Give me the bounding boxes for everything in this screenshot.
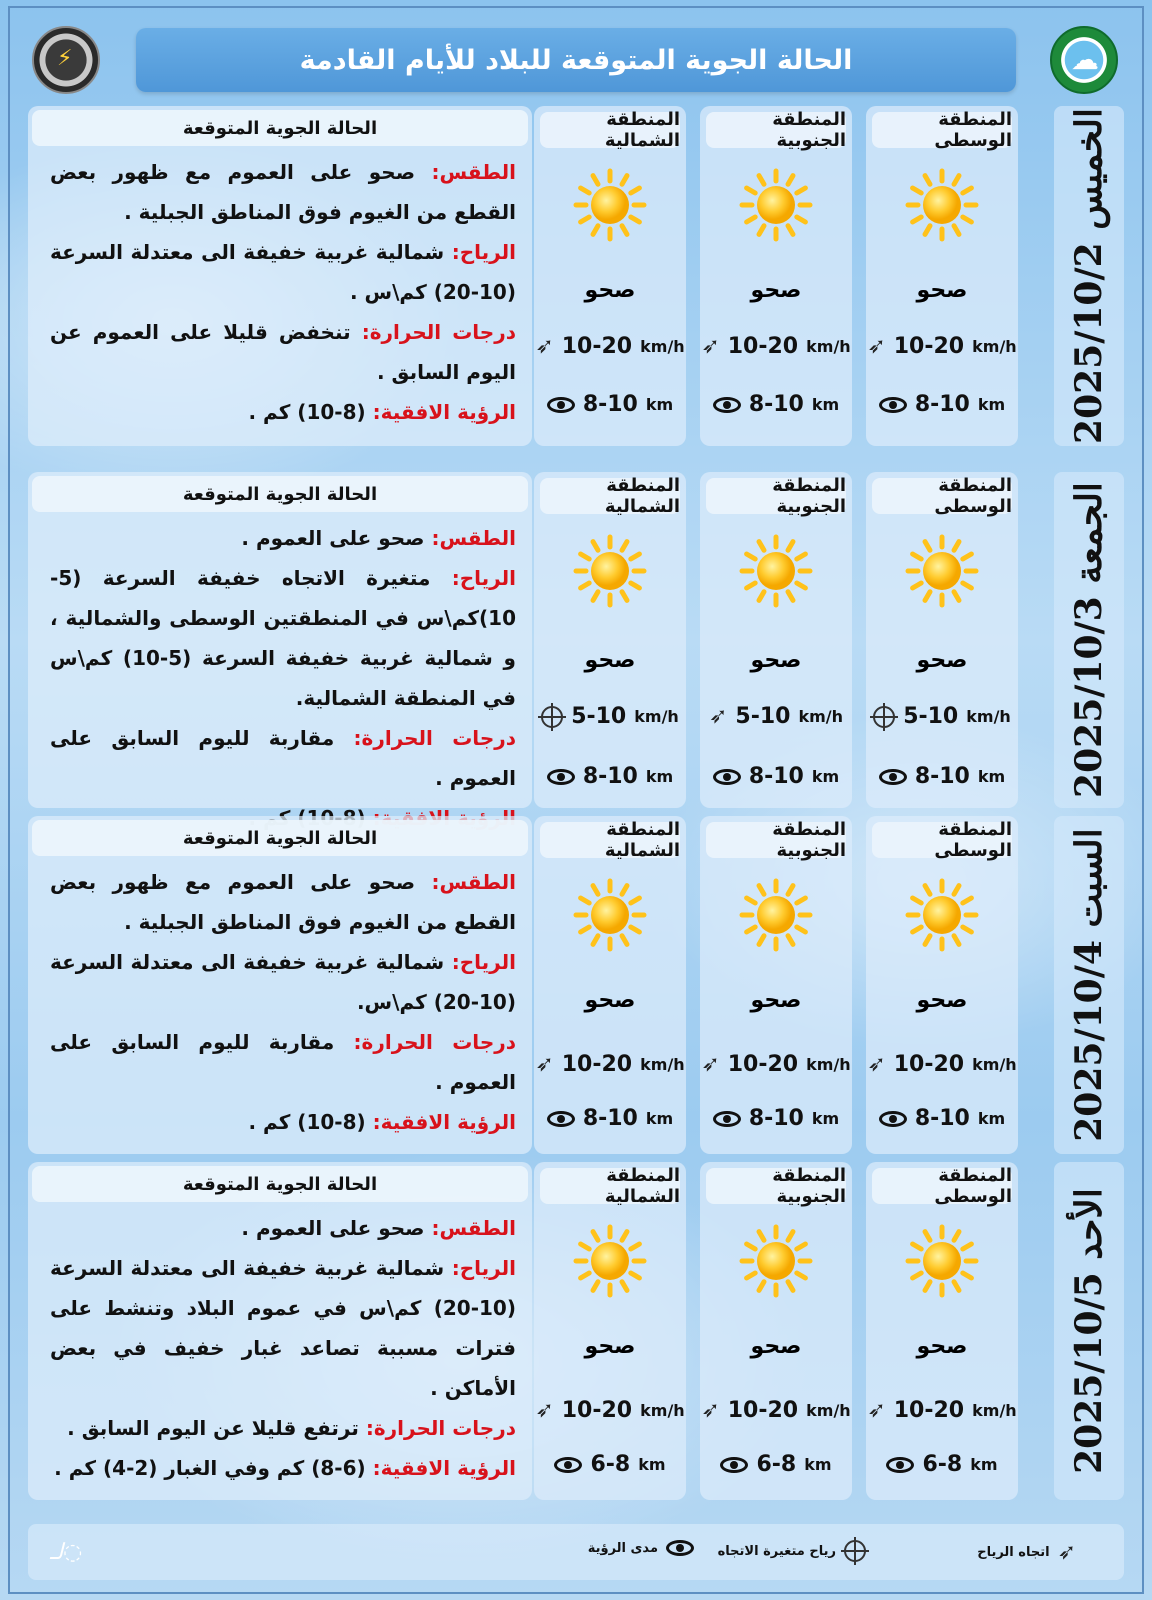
eye-icon <box>879 1111 907 1127</box>
visibility-range <box>700 392 852 417</box>
region-name: المنطقة الوسطى <box>872 478 1012 514</box>
wind-unit: km/h <box>972 337 1017 356</box>
wind-arrow-icon: ➶ <box>701 1052 720 1077</box>
legend-visibility <box>588 1540 694 1556</box>
visibility-value: 8-10 <box>582 764 638 789</box>
legend-wind-direction-label: اتجاه الرياح <box>977 1545 1050 1560</box>
wind-unit: km/h <box>634 707 679 726</box>
eye-icon <box>554 1457 582 1473</box>
sunny-icon <box>573 1224 647 1298</box>
visibility-text: (6-8) كم وفي الغبار (2-4) كم . <box>54 1456 366 1480</box>
visibility-line <box>50 1102 516 1142</box>
wind-line <box>50 232 516 312</box>
condition-text: صحو <box>916 648 968 673</box>
condition-text: صحو <box>584 988 636 1013</box>
condition-text: صحو <box>584 648 636 673</box>
visibility-unit: km <box>804 1455 832 1474</box>
visibility-unit: km <box>977 395 1006 414</box>
weather-label: الطقس: <box>431 526 516 550</box>
visibility-range <box>534 1452 686 1477</box>
legend-variable-wind <box>718 1540 866 1562</box>
date-label: السبت 2025/10/4 <box>1068 828 1110 1142</box>
visibility-value: 8-10 <box>914 392 970 417</box>
visibility-unit: km <box>811 395 840 414</box>
wind-text: شمالية غربية خفيفة الى معتدلة السرعة (10-20) كم\س في عموم البلاد وتنشط على فترات مسببة تصاعد غبار خفيف في بعض الأماكن . <box>50 1256 516 1400</box>
region-name: المنطقة الجنوبية <box>706 112 846 148</box>
weather-line <box>50 862 516 942</box>
temperature-line <box>50 312 516 392</box>
eye-icon <box>666 1540 694 1556</box>
variable-wind-icon <box>844 1540 866 1562</box>
wind-line <box>50 1248 516 1408</box>
visibility-unit: km <box>645 395 674 414</box>
legend-wind-direction <box>977 1540 1076 1565</box>
wind-text: شمالية غربية خفيفة الى معتدلة السرعة (10-20) كم\س. <box>50 950 516 1014</box>
description-body <box>28 856 532 1142</box>
visibility-unit: km <box>970 1455 998 1474</box>
visibility-range <box>534 392 686 417</box>
forecast-day <box>28 472 1124 808</box>
forecast-description-panel <box>28 472 532 808</box>
wind-line <box>50 558 516 718</box>
region-name: المنطقة الشمالية <box>540 112 680 148</box>
visibility-value: 6-8 <box>590 1452 631 1477</box>
visibility-range <box>700 1106 852 1131</box>
wind-label: الرياح: <box>451 1256 516 1280</box>
visibility-value: 8-10 <box>914 1106 970 1131</box>
temperature-label: درجات الحرارة: <box>353 726 517 750</box>
legend-visibility-label: مدى الرؤية <box>587 1540 658 1556</box>
temperature-line <box>50 718 516 798</box>
visibility-range <box>866 1106 1018 1131</box>
wind-unit: km/h <box>640 1401 685 1420</box>
page-title: الحالة الجوية المتوقعة للبلاد للأيام القادمة <box>299 44 853 76</box>
date-label: الجمعة 2025/10/3 <box>1068 482 1110 798</box>
visibility-value: 6-8 <box>922 1452 963 1477</box>
visibility-range <box>866 392 1018 417</box>
wind-speed <box>700 334 852 359</box>
condition-text: صحو <box>916 1334 968 1359</box>
wind-unit: km/h <box>966 707 1011 726</box>
region-name: المنطقة الشمالية <box>540 822 680 858</box>
wind-label: الرياح: <box>451 566 516 590</box>
wind-speed-value: 10-20 <box>893 1398 965 1423</box>
wind-speed-value: 10-20 <box>561 1052 633 1077</box>
ministry-logo <box>1050 26 1118 94</box>
legend-variable-wind-label: رياح متغيرة الاتجاه <box>717 1543 836 1559</box>
wind-speed <box>700 1052 852 1077</box>
temperature-text: ترتفع قليلا عن اليوم السابق . <box>67 1416 359 1440</box>
eye-icon <box>879 769 907 785</box>
visibility-line <box>50 392 516 432</box>
wind-speed-value: 10-20 <box>727 1398 799 1423</box>
visibility-label: الرؤية الافقية: <box>372 400 516 424</box>
region-card-north <box>534 106 686 446</box>
sunny-icon <box>739 878 813 952</box>
visibility-unit: km <box>977 1109 1006 1128</box>
condition-text: صحو <box>750 648 802 673</box>
eye-icon <box>713 1111 741 1127</box>
region-name: المنطقة الشمالية <box>540 1168 680 1204</box>
date-label-box <box>1054 816 1124 1154</box>
weather-text: صحو على العموم . <box>241 1216 425 1240</box>
region-card-central <box>866 106 1018 446</box>
description-body <box>28 512 532 838</box>
visibility-value: 6-8 <box>756 1452 797 1477</box>
visibility-value: 8-10 <box>748 764 804 789</box>
region-card-south <box>700 106 852 446</box>
eye-icon <box>713 769 741 785</box>
forecast-day <box>28 1162 1124 1500</box>
condition-text: صحو <box>750 988 802 1013</box>
wind-unit: km/h <box>806 1055 851 1074</box>
wind-speed-value: 10-20 <box>727 334 799 359</box>
eye-icon <box>720 1457 748 1473</box>
wind-label: الرياح: <box>451 950 516 974</box>
wind-text: شمالية غربية خفيفة الى معتدلة السرعة (10-20) كم\س . <box>50 240 516 304</box>
sunny-icon <box>573 878 647 952</box>
wind-arrow-icon: ➶ <box>1057 1540 1076 1565</box>
wind-line <box>50 942 516 1022</box>
sunny-icon <box>573 168 647 242</box>
wind-speed <box>866 1052 1018 1077</box>
visibility-label: الرؤية الافقية: <box>372 1110 516 1134</box>
forecast-description-panel <box>28 816 532 1154</box>
wind-arrow-icon: ➶ <box>535 1398 554 1423</box>
visibility-range <box>866 1452 1018 1477</box>
wind-speed <box>534 1052 686 1077</box>
weather-line <box>50 1208 516 1248</box>
region-card-central <box>866 816 1018 1154</box>
date-label: الأحد 2025/10/5 <box>1068 1188 1110 1474</box>
sunny-icon <box>739 168 813 242</box>
sunny-icon <box>905 1224 979 1298</box>
description-title: الحالة الجوية المتوقعة <box>32 1166 528 1202</box>
visibility-range <box>534 1106 686 1131</box>
wind-speed <box>700 704 852 729</box>
wind-arrow-icon: ➶ <box>708 704 728 729</box>
wind-arrow-icon: ➶ <box>535 334 554 359</box>
condition-text: صحو <box>584 278 636 303</box>
variable-wind-icon <box>873 706 895 728</box>
visibility-unit: km <box>638 1455 666 1474</box>
weather-label: الطقس: <box>431 1216 516 1240</box>
region-name: المنطقة الوسطى <box>872 1168 1012 1204</box>
wind-speed <box>866 334 1018 359</box>
temperature-text: مقاربة لليوم السابق على العموم . <box>50 726 516 790</box>
wind-unit: km/h <box>972 1055 1017 1074</box>
channel-watermark-logo: ﻟـ◌ <box>50 1540 83 1565</box>
eye-icon <box>547 769 575 785</box>
wind-arrow-icon: ➶ <box>867 1398 886 1423</box>
sunny-icon <box>739 534 813 608</box>
eye-icon <box>713 397 741 413</box>
temperature-line <box>50 1408 516 1448</box>
temperature-line <box>50 1022 516 1102</box>
eye-icon <box>879 397 907 413</box>
wind-unit: km/h <box>798 707 844 726</box>
weather-label: الطقس: <box>431 870 517 894</box>
wind-speed-value: 5-10 <box>903 704 959 729</box>
wind-arrow-icon: ➶ <box>701 1398 720 1423</box>
visibility-text: (8-10) كم . <box>248 400 366 424</box>
description-title: الحالة الجوية المتوقعة <box>32 476 528 512</box>
eye-icon <box>547 1111 575 1127</box>
wind-unit: km/h <box>640 1055 685 1074</box>
visibility-unit: km <box>977 767 1006 786</box>
wind-speed <box>534 334 686 359</box>
eye-icon <box>547 397 575 413</box>
temperature-text: مقاربة لليوم السابق على العموم . <box>50 1030 516 1094</box>
weather-line <box>50 518 516 558</box>
visibility-value: 8-10 <box>582 1106 638 1131</box>
visibility-unit: km <box>645 1109 674 1128</box>
wind-unit: km/h <box>972 1401 1017 1420</box>
wind-arrow-icon: ➶ <box>701 334 720 359</box>
date-label-box <box>1054 106 1124 446</box>
date-label: الخميس 2025/10/2 <box>1068 108 1110 444</box>
date-label-box <box>1054 1162 1124 1500</box>
wind-speed-value: 10-20 <box>893 1052 965 1077</box>
visibility-unit: km <box>645 767 674 786</box>
wind-speed <box>866 1398 1018 1423</box>
visibility-value: 8-10 <box>748 1106 804 1131</box>
description-title: الحالة الجوية المتوقعة <box>32 110 528 146</box>
legend-bar <box>28 1524 1124 1580</box>
sunny-icon <box>739 1224 813 1298</box>
visibility-line <box>50 1448 516 1488</box>
region-card-central <box>866 472 1018 808</box>
region-card-south <box>700 1162 852 1500</box>
weather-text: صحو على العموم مع ظهور بعض القطع من الغيوم فوق المناطق الجبلية . <box>50 870 516 934</box>
visibility-unit: km <box>811 767 840 786</box>
wind-speed-value: 10-20 <box>561 1398 633 1423</box>
page-title-banner <box>136 28 1016 92</box>
region-card-south <box>700 472 852 808</box>
wind-arrow-icon: ➶ <box>867 334 886 359</box>
wind-speed-value: 5-10 <box>735 704 791 729</box>
visibility-range <box>700 1452 852 1477</box>
sunny-icon <box>905 534 979 608</box>
wind-unit: km/h <box>806 1401 851 1420</box>
wind-unit: km/h <box>806 337 851 356</box>
region-name: المنطقة الجنوبية <box>706 478 846 514</box>
visibility-value: 8-10 <box>748 392 804 417</box>
condition-text: صحو <box>584 1334 636 1359</box>
forecast-description-panel <box>28 106 532 446</box>
region-name: المنطقة الجنوبية <box>706 1168 846 1204</box>
region-name: المنطقة الشمالية <box>540 478 680 514</box>
forecast-description-panel <box>28 1162 532 1500</box>
description-body <box>28 1202 532 1488</box>
meteorological-org-logo <box>32 26 100 94</box>
temperature-text: تنخفض قليلا على العموم عن اليوم السابق . <box>50 320 516 384</box>
weather-text: صحو على العموم . <box>241 526 425 550</box>
wind-speed-value: 10-20 <box>727 1052 799 1077</box>
wind-text: متغيرة الاتجاه خفيفة السرعة (5-10)كم\س في المنطقتين الوسطى والشمالية ، و شمالية غربية خفيفة السرعة (5-10) كم\س في المنطقة الشمالية. <box>50 566 516 710</box>
condition-text: صحو <box>916 988 968 1013</box>
wind-speed <box>534 704 686 729</box>
visibility-label: الرؤية الافقية: <box>372 1456 516 1480</box>
region-card-south <box>700 816 852 1154</box>
variable-wind-icon <box>541 706 563 728</box>
wind-speed <box>700 1398 852 1423</box>
region-card-north <box>534 816 686 1154</box>
visibility-range <box>534 764 686 789</box>
wind-speed <box>866 704 1018 729</box>
visibility-range <box>700 764 852 789</box>
sunny-icon <box>573 534 647 608</box>
visibility-unit: km <box>811 1109 840 1128</box>
wind-speed-value: 10-20 <box>893 334 965 359</box>
wind-label: الرياح: <box>451 240 516 264</box>
wind-arrow-icon: ➶ <box>867 1052 886 1077</box>
condition-text: صحو <box>750 1334 802 1359</box>
date-label-box <box>1054 472 1124 808</box>
wind-unit: km/h <box>640 337 685 356</box>
wind-speed-value: 5-10 <box>571 704 627 729</box>
forecast-day <box>28 816 1124 1154</box>
region-card-north <box>534 1162 686 1500</box>
description-body <box>28 146 532 432</box>
sunny-icon <box>905 878 979 952</box>
weather-label: الطقس: <box>431 160 517 184</box>
eye-icon <box>886 1457 914 1473</box>
description-title: الحالة الجوية المتوقعة <box>32 820 528 856</box>
visibility-range <box>866 764 1018 789</box>
wind-arrow-icon: ➶ <box>535 1052 554 1077</box>
temperature-label: درجات الحرارة: <box>365 1416 516 1440</box>
weather-line <box>50 152 516 232</box>
temperature-label: درجات الحرارة: <box>353 1030 517 1054</box>
forecast-day <box>28 106 1124 446</box>
weather-text: صحو على العموم مع ظهور بعض القطع من الغيوم فوق المناطق الجبلية . <box>50 160 516 224</box>
wind-speed-value: 10-20 <box>561 334 633 359</box>
condition-text: صحو <box>750 278 802 303</box>
region-name: المنطقة الوسطى <box>872 822 1012 858</box>
temperature-label: درجات الحرارة: <box>361 320 516 344</box>
region-name: المنطقة الجنوبية <box>706 822 846 858</box>
region-name: المنطقة الوسطى <box>872 112 1012 148</box>
sunny-icon <box>905 168 979 242</box>
visibility-value: 8-10 <box>914 764 970 789</box>
condition-text: صحو <box>916 278 968 303</box>
wind-speed <box>534 1398 686 1423</box>
visibility-value: 8-10 <box>582 392 638 417</box>
visibility-text: (8-10) كم . <box>248 1110 366 1134</box>
region-card-north <box>534 472 686 808</box>
region-card-central <box>866 1162 1018 1500</box>
